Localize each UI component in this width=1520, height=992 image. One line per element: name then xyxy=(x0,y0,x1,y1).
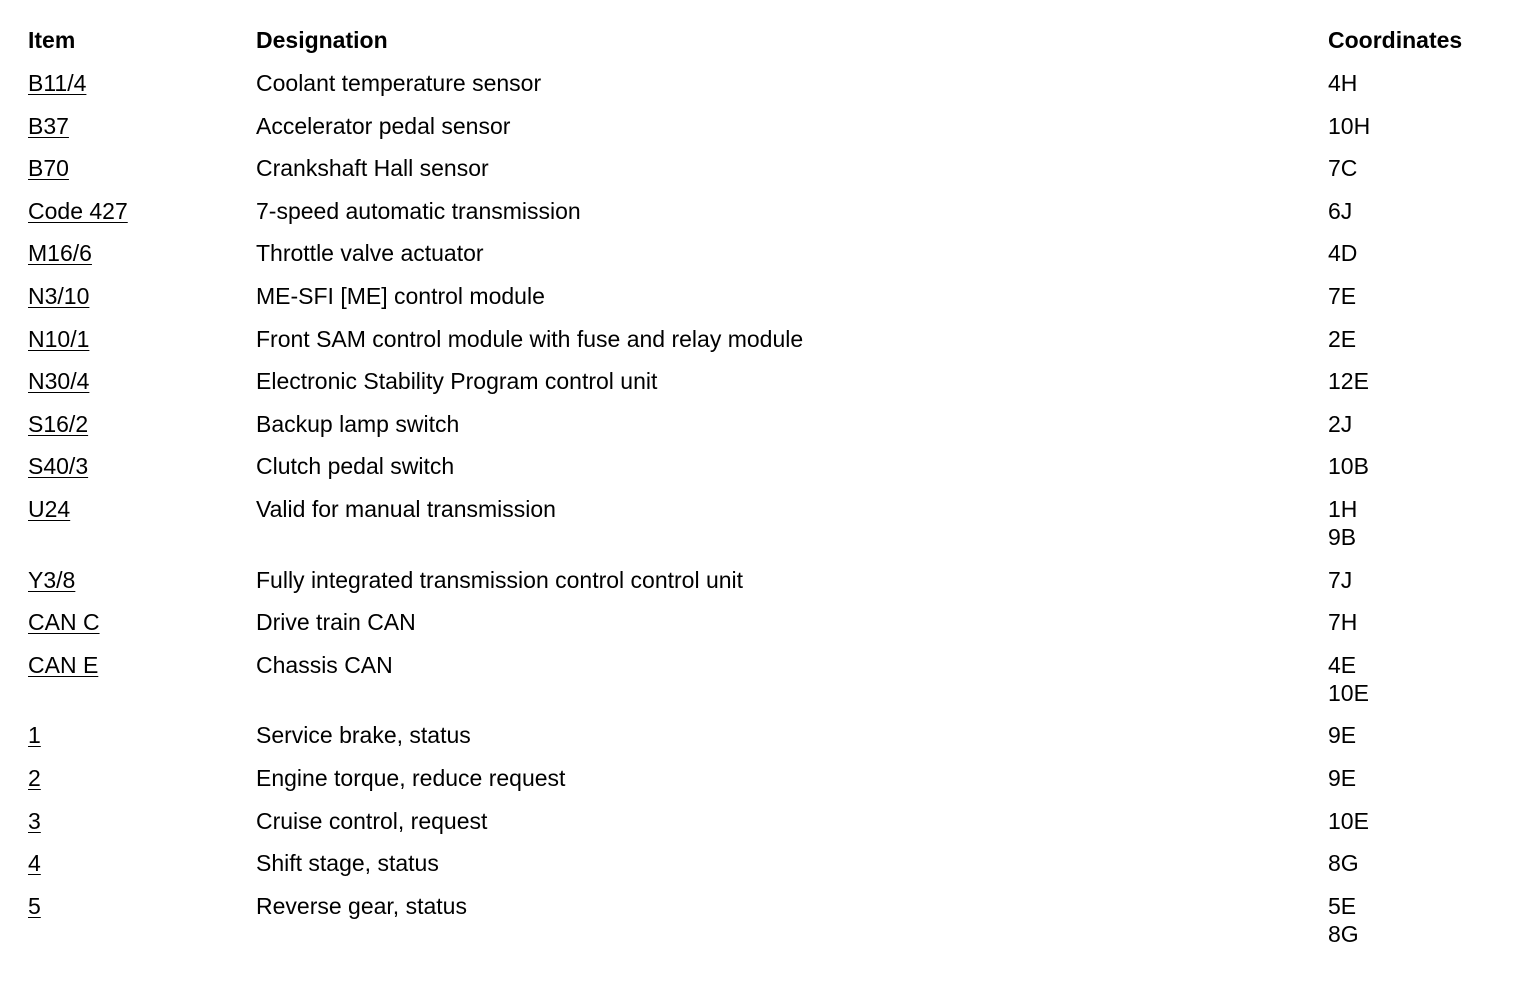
coordinate-value: 4D xyxy=(1328,240,1358,267)
coordinate-value: 4E xyxy=(1328,651,1357,678)
coordinate-value: 7J xyxy=(1328,566,1353,593)
coordinate-value: 6J xyxy=(1328,197,1353,224)
coordinate-value: 9E xyxy=(1328,765,1357,791)
designation-cell: Valid for manual transmission xyxy=(256,496,556,522)
coordinates-column-header: Coordinates xyxy=(1328,27,1463,53)
coordinate-value: 10B xyxy=(1328,453,1369,480)
item-link[interactable]: U24 xyxy=(28,496,71,522)
designation-cell: Reverse gear, status xyxy=(256,892,467,919)
item-link[interactable]: S16/2 xyxy=(28,410,89,437)
coordinates-cell xyxy=(1328,282,1356,310)
item-link[interactable]: CAN E xyxy=(28,651,99,678)
coordinate-value: 4H xyxy=(1328,70,1358,96)
item-link[interactable]: CAN C xyxy=(28,609,100,636)
designation-cell: 7-speed automatic transmission xyxy=(256,197,581,224)
coordinate-value: 1H xyxy=(1328,496,1358,522)
coordinates-cell xyxy=(1328,452,1369,480)
designation-cell: Drive train CAN xyxy=(256,609,416,636)
item-link[interactable]: B37 xyxy=(28,112,69,139)
coordinate-value: 7E xyxy=(1328,283,1357,309)
coordinates-cell xyxy=(1328,566,1352,594)
coordinate-value: 9B xyxy=(1328,524,1357,550)
designation-cell: Shift stage, status xyxy=(256,850,439,877)
coordinate-value: 8G xyxy=(1328,850,1359,877)
coordinate-value: 10H xyxy=(1328,112,1371,139)
designation-cell: Chassis CAN xyxy=(256,651,393,678)
coordinate-value: 5E xyxy=(1328,892,1357,919)
coordinate-value: 10E xyxy=(1328,807,1369,834)
item-link[interactable]: B11/4 xyxy=(28,70,87,96)
designation-cell: Backup lamp switch xyxy=(256,410,460,437)
coordinates-cell xyxy=(1328,69,1357,97)
coordinates-cell xyxy=(1328,651,1369,707)
coordinates-cell xyxy=(1328,721,1356,749)
item-column-header: Item xyxy=(28,27,76,53)
coordinates-cell xyxy=(1328,112,1370,140)
coordinates-cell xyxy=(1328,154,1357,182)
coordinates-cell xyxy=(1328,608,1357,636)
designation-cell: Engine torque, reduce request xyxy=(256,765,566,791)
coordinate-value: 7H xyxy=(1328,609,1358,636)
item-link[interactable]: N10/1 xyxy=(28,325,90,352)
designation-cell: ME-SFI [ME] control module xyxy=(256,283,545,309)
coordinate-value: 8G xyxy=(1328,920,1359,947)
coordinates-cell xyxy=(1328,495,1357,551)
coordinates-cell xyxy=(1328,367,1369,395)
coordinate-value: 2E xyxy=(1328,325,1357,352)
item-link[interactable]: N30/4 xyxy=(28,368,90,395)
item-link[interactable]: 5 xyxy=(28,892,41,919)
coordinates-cell xyxy=(1328,807,1369,835)
item-link[interactable]: 1 xyxy=(28,722,41,749)
designation-cell: Cruise control, request xyxy=(256,807,488,834)
coordinate-value: 10E xyxy=(1328,679,1369,706)
coordinate-value: 2J xyxy=(1328,410,1353,437)
designation-cell: Crankshaft Hall sensor xyxy=(256,155,489,182)
designation-cell: Accelerator pedal sensor xyxy=(256,112,511,139)
coordinates-cell xyxy=(1328,849,1359,877)
item-link[interactable]: N3/10 xyxy=(28,283,90,309)
item-link[interactable]: Code 427 xyxy=(28,197,128,224)
item-link[interactable]: 4 xyxy=(28,850,41,877)
designation-cell: Service brake, status xyxy=(256,722,471,749)
designation-cell: Electronic Stability Program control unit xyxy=(256,368,658,395)
item-link[interactable]: B70 xyxy=(28,155,69,182)
designation-cell: Throttle valve actuator xyxy=(256,240,484,267)
coordinates-cell xyxy=(1328,239,1357,267)
item-link[interactable]: Y3/8 xyxy=(28,566,76,593)
designation-cell: Coolant temperature sensor xyxy=(256,70,542,96)
coordinates-cell xyxy=(1328,892,1359,948)
item-link[interactable]: M16/6 xyxy=(28,240,92,267)
designation-cell: Fully integrated transmission control control unit xyxy=(256,566,744,593)
coordinates-cell xyxy=(1328,410,1352,438)
item-link[interactable]: 2 xyxy=(28,765,41,791)
coordinates-cell xyxy=(1328,325,1356,353)
coordinate-value: 7C xyxy=(1328,155,1358,182)
designation-column-header: Designation xyxy=(256,27,388,53)
designation-cell: Front SAM control module with fuse and relay module xyxy=(256,325,804,352)
coordinates-cell xyxy=(1328,197,1352,225)
coordinate-value: 12E xyxy=(1328,368,1369,395)
item-link[interactable]: 3 xyxy=(28,807,41,834)
designation-cell: Clutch pedal switch xyxy=(256,453,455,480)
coordinates-cell xyxy=(1328,764,1356,792)
coordinate-value: 9E xyxy=(1328,722,1357,749)
item-link[interactable]: S40/3 xyxy=(28,453,89,480)
